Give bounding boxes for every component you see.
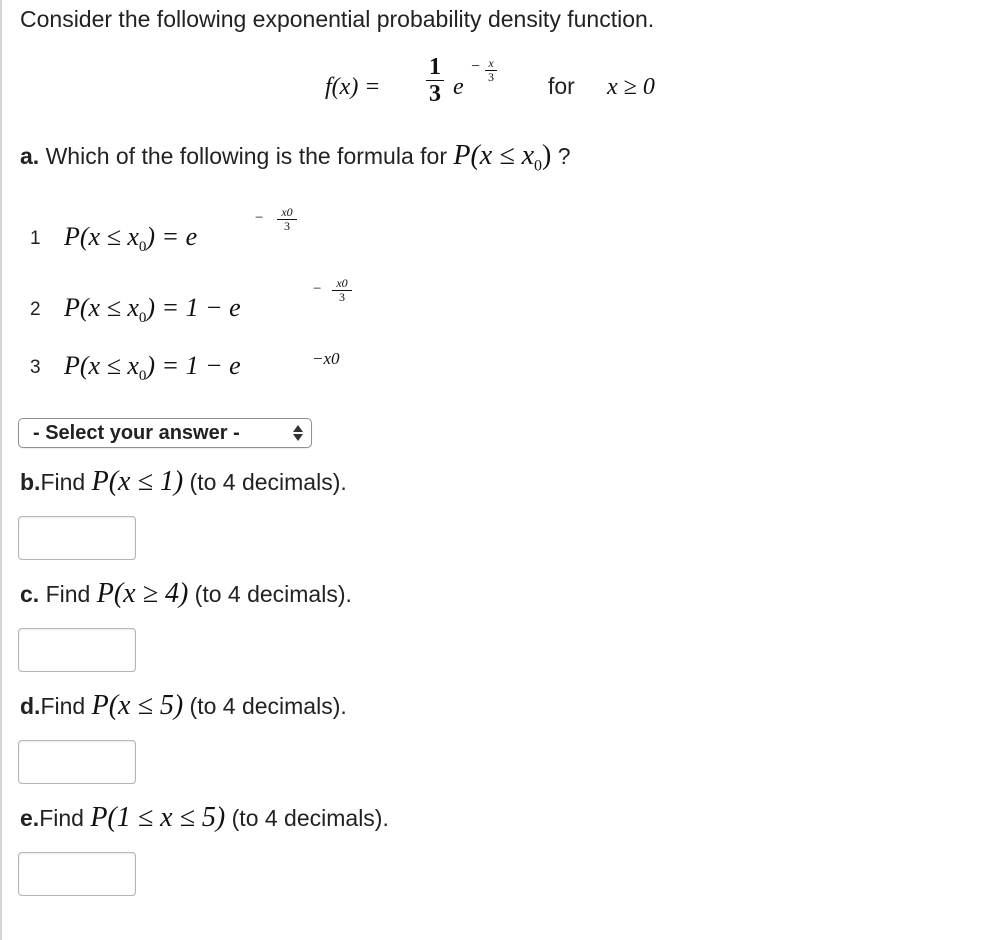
pdf-exp-minus: − <box>471 58 481 75</box>
option-3-sub: 0 <box>138 368 147 385</box>
part-d-suffix: (to 4 decimals). <box>189 693 347 719</box>
answer-c-input[interactable] <box>18 628 136 672</box>
option-2-rhs: ) = 1 − e <box>146 293 241 322</box>
pdf-fraction <box>426 54 444 107</box>
part-a-qmark: ? <box>557 143 571 169</box>
part-b-label: b. <box>20 469 41 495</box>
left-border <box>0 0 2 940</box>
option-1-rhs: ) = e <box>146 222 198 251</box>
option-2-exp-den: 3 <box>339 290 345 304</box>
pdf-for-text: for <box>548 73 575 99</box>
part-b-text: Find <box>40 469 86 495</box>
part-b-suffix: (to 4 decimals). <box>189 469 347 495</box>
answer-b-input[interactable] <box>18 516 136 560</box>
part-c-label: c. <box>20 581 40 607</box>
pdf-frac-den: 3 <box>429 81 441 107</box>
answer-select[interactable] <box>18 418 312 448</box>
part-c-suffix: (to 4 decimals). <box>194 581 352 607</box>
part-a-expr <box>453 140 552 175</box>
answer-select-label: - Select your answer - <box>33 421 240 444</box>
part-e-question <box>20 802 389 834</box>
option-1-lhs: P(x ≤ x <box>64 222 139 251</box>
answer-e-input[interactable] <box>18 852 136 896</box>
pdf-condition: x ≥ 0 <box>607 74 655 100</box>
option-1-exp-fraction <box>277 206 297 233</box>
part-a-question <box>20 140 571 176</box>
pdf-exp-num: x <box>488 56 494 70</box>
pdf-exp-fraction <box>485 57 497 84</box>
option-2-sub: 0 <box>138 310 147 327</box>
pdf-base: e <box>453 74 464 100</box>
option-2 <box>30 270 370 327</box>
option-2-exp-num: x0 <box>336 276 348 290</box>
option-2-lhs: P(x ≤ x <box>64 293 139 322</box>
option-2-exp-minus: − <box>313 281 322 297</box>
part-d-text: Find <box>40 693 86 719</box>
part-e-expr: P(1 ≤ x ≤ 5) <box>90 802 226 833</box>
part-b-question <box>20 466 347 498</box>
option-3-number: 3 <box>30 357 41 378</box>
option-1-sub: 0 <box>138 239 147 256</box>
part-c-question <box>20 578 352 610</box>
option-1-exp-num: x0 <box>281 205 293 219</box>
pdf-frac-num: 1 <box>429 54 441 80</box>
pdf-exp-den: 3 <box>488 70 494 84</box>
pdf-lhs: f(x) = <box>325 74 381 100</box>
option-1 <box>30 200 350 256</box>
part-a-text: Which of the following is the formula for <box>45 143 447 169</box>
part-d-expr: P(x ≤ 5) <box>91 690 184 721</box>
option-1-number: 1 <box>30 228 41 249</box>
option-1-formula <box>64 222 197 256</box>
part-b-expr: P(x ≤ 1) <box>91 466 184 497</box>
option-3-lhs: P(x ≤ x <box>64 351 139 380</box>
part-a-expr-sub: 0 <box>534 157 543 175</box>
part-a-expr-close: ) <box>542 140 552 171</box>
part-e-suffix: (to 4 decimals). <box>231 805 389 831</box>
option-3-rhs: ) = 1 − e <box>146 351 241 380</box>
part-d-question <box>20 690 347 722</box>
part-a-expr-main: P(x ≤ x <box>453 140 535 171</box>
part-a-label: a. <box>20 143 40 169</box>
part-c-text: Find <box>45 581 91 607</box>
option-2-formula <box>64 293 241 327</box>
part-e-text: Find <box>39 805 84 831</box>
part-e-label: e. <box>20 805 40 831</box>
option-2-exp-fraction <box>332 277 352 304</box>
option-3 <box>30 345 370 385</box>
option-3-exponent: −x0 <box>312 349 340 368</box>
option-1-exp-den: 3 <box>284 219 290 233</box>
answer-d-input[interactable] <box>18 740 136 784</box>
select-arrows-icon <box>293 425 303 441</box>
part-d-label: d. <box>20 693 41 719</box>
option-1-exp-minus: − <box>255 210 264 226</box>
option-3-formula <box>64 351 241 385</box>
intro-text: Consider the following exponential probability density function. <box>20 6 655 32</box>
option-2-number: 2 <box>30 299 41 320</box>
part-c-expr: P(x ≥ 4) <box>96 578 189 609</box>
